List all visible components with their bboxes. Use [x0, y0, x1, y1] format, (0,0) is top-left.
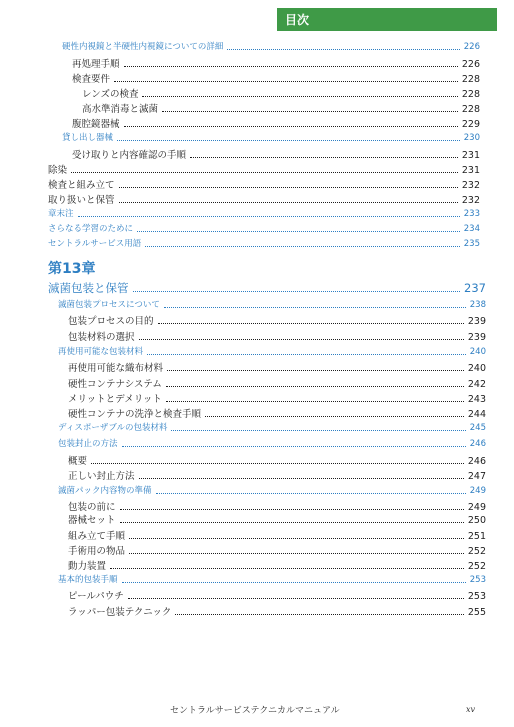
toc-entry[interactable]: セントラルサービス用語 235 — [48, 239, 480, 249]
toc-entry[interactable]: 硬性コンテナの洗浄と検査手順 244 — [68, 409, 486, 420]
toc-entry[interactable]: 包装プロセスの目的 239 — [68, 316, 486, 327]
toc-entry[interactable]: 取り扱いと保管 232 — [48, 195, 480, 206]
toc-entry[interactable]: 滅菌パック内容物の準備 249 — [58, 486, 486, 496]
toc-entry[interactable]: 検査要件 228 — [72, 74, 480, 85]
toc-entry[interactable]: 動力装置 252 — [68, 561, 486, 572]
toc-entry[interactable]: 検査と組み立て 232 — [48, 180, 480, 191]
toc-entry[interactable]: 包装の前に 249 — [68, 502, 486, 513]
toc-entry[interactable]: 滅菌包装プロセスについて 238 — [58, 300, 486, 310]
toc-entry[interactable]: 再使用可能な織布材料 240 — [68, 363, 486, 374]
toc-entry[interactable]: 受け取りと内容確認の手順 231 — [72, 150, 480, 161]
toc-entry[interactable]: 包装材料の選択 239 — [68, 332, 486, 343]
toc-entry[interactable]: 再使用可能な包装材料 240 — [58, 347, 486, 357]
toc-entry[interactable]: 貸し出し器械 230 — [62, 133, 480, 143]
toc-entry[interactable]: 硬性内視鏡と半硬性内視鏡についての詳細 226 — [62, 42, 480, 52]
toc-header-bar — [277, 8, 497, 31]
toc-entry[interactable]: 硬性コンテナシステム 242 — [68, 379, 486, 390]
toc-entry[interactable]: 章末注 233 — [48, 209, 480, 219]
toc-entry[interactable]: 手術用の物品 252 — [68, 546, 486, 557]
toc-entry[interactable]: 再処理手順 226 — [72, 59, 480, 70]
toc-entry[interactable]: ラッパー包装テクニック 255 — [68, 607, 486, 618]
toc-entry[interactable]: 基本的包装手順 253 — [58, 575, 486, 585]
toc-entry[interactable]: 概要 246 — [68, 456, 486, 467]
toc-entry[interactable]: レンズの検査 228 — [82, 89, 480, 100]
toc-entry[interactable]: 高水準消毒と滅菌 228 — [82, 104, 480, 115]
toc-entry[interactable]: 正しい封止方法 247 — [68, 471, 486, 482]
toc-entry[interactable]: 組み立て手順 251 — [68, 531, 486, 542]
toc-entry[interactable]: ディスポーザブルの包装材料 245 — [58, 423, 486, 433]
footer-book-title: セントラルサービステクニカルマニュアル — [170, 706, 340, 716]
chapter-number: 第13章 — [48, 261, 96, 277]
toc-entry[interactable]: メリットとデメリット 243 — [68, 394, 486, 405]
toc-entry[interactable]: 器械セット 250 — [68, 515, 486, 526]
toc-entry[interactable]: ピールパウチ 253 — [68, 591, 486, 602]
toc-entry[interactable]: 腹腔鏡器械 229 — [72, 119, 480, 130]
toc-entry[interactable]: 包装封止の方法 246 — [58, 439, 486, 449]
footer-page-number: xv — [466, 705, 476, 714]
toc-title: 目次 — [285, 13, 310, 27]
chapter-title-entry[interactable]: 滅菌包装と保管 237 — [48, 281, 486, 295]
toc-entry[interactable]: さらなる学習のために 234 — [48, 224, 480, 234]
toc-entry[interactable]: 除染 231 — [48, 165, 480, 176]
